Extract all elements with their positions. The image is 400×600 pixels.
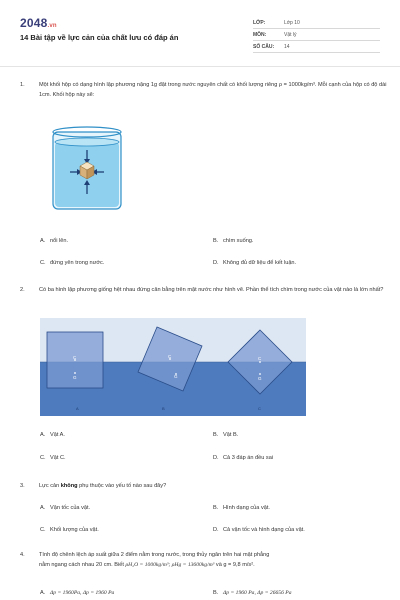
option-letter: C. — [40, 527, 46, 533]
option-letter: D. — [213, 260, 219, 266]
option-letter: C. — [40, 260, 46, 266]
answer-option[interactable] — [40, 432, 65, 438]
meta-label: LỚP: — [253, 19, 266, 26]
meta-value: Vật lý — [284, 31, 297, 38]
option-text: chìm xuống. — [223, 238, 254, 244]
option-letter: D. — [213, 527, 219, 533]
answer-option[interactable] — [213, 238, 253, 244]
question-text: Lực cản không phụ thuộc vào yếu tố nào sau đây? — [39, 483, 167, 489]
option-letter: B. — [213, 238, 219, 244]
center-label: C — [258, 356, 262, 361]
question-number: 4. — [20, 552, 25, 558]
answer-option[interactable] — [213, 590, 292, 596]
header-divider — [0, 66, 400, 67]
gravity-label: G — [73, 375, 77, 380]
density-formula: ρH₂O = 1000kg/m³; ρHg = 13600kg/m³ — [125, 561, 215, 568]
answer-option[interactable] — [213, 527, 305, 533]
option-text: Cả 3 đáp án đều sai — [223, 455, 274, 461]
meta-value: Lớp 10 — [284, 19, 300, 26]
answer-option[interactable] — [40, 238, 68, 244]
option-text: Vật A. — [50, 432, 65, 438]
option-text: Cả vận tốc và hình dạng của vật. — [223, 527, 305, 533]
option-letter: A. — [40, 590, 46, 596]
meta-row-count — [253, 41, 380, 53]
option-text: Khối lượng của vật. — [50, 527, 99, 533]
meta-label: SỐ CÂU: — [253, 43, 275, 50]
meta-row-subject — [253, 29, 380, 41]
answer-option[interactable] — [213, 505, 270, 511]
question-number: 3. — [20, 483, 25, 489]
option-text: Hình dạng của vật. — [223, 505, 270, 511]
answer-option[interactable] — [40, 505, 90, 511]
option-text: Δp = 1960 Pa, Δp = 26656 Pa — [223, 590, 292, 596]
question-text: Một khối hộp có dạng hình lập phương nặng 1g đặt trong nước nguyên chất có khối lượng riêng ρ = 1000kg/m³. Mỗi cạnh của hộp có độ dài 1cm. Khối hộp này sẽ: — [39, 82, 387, 98]
option-text: nổi lên. — [50, 238, 69, 244]
meta-value: 14 — [284, 43, 290, 50]
answer-option[interactable] — [213, 432, 238, 438]
option-letter: A. — [40, 432, 46, 438]
meta-row-class — [253, 17, 380, 29]
option-letter: D. — [213, 455, 219, 461]
gravity-label: G — [258, 376, 262, 381]
option-text: Vật B. — [223, 432, 239, 438]
question-number: 1. — [20, 82, 25, 88]
answer-option[interactable] — [40, 527, 99, 533]
option-text: Δp = 1960Pa, Δp = 1960 Pa — [50, 590, 115, 596]
floating-cubes-figure — [40, 318, 306, 416]
option-letter: C. — [40, 455, 46, 461]
answer-option[interactable] — [213, 455, 273, 461]
emphasis-text: không — [60, 483, 78, 489]
cube-a-label: A — [76, 406, 79, 411]
option-letter: B. — [213, 590, 219, 596]
cube-c-label: C — [258, 406, 261, 411]
meta-label: MÔN: — [253, 31, 267, 38]
question-text: Tính độ chênh lệch áp suất giữa 2 điểm nằm trong nước, trong thủy ngân trên hai mặt phẳng nằm ngang cách nhau 20 cm. Biết ρH₂O = 1000kg/m³; ρHg = 13600kg/m³ và g = 9,8 m/s². — [39, 552, 270, 568]
option-text: Vận tốc của vật. — [50, 505, 91, 511]
option-text: Vật C. — [50, 455, 66, 461]
option-letter: A. — [40, 238, 46, 244]
answer-option[interactable] — [40, 455, 66, 461]
option-text: Không đủ dữ liệu để kết luận. — [223, 260, 297, 266]
beaker-cube-figure — [52, 124, 122, 210]
page-title: 14 Bài tập về lực cản của chất lưu có đáp án — [20, 33, 179, 42]
gravity-label: G — [174, 374, 178, 379]
option-letter: B. — [213, 432, 219, 438]
answer-option[interactable] — [40, 590, 114, 596]
cube-b-label: B — [162, 406, 165, 411]
site-logo[interactable]: 2048.vn — [20, 16, 57, 30]
option-letter: B. — [213, 505, 219, 511]
option-text: đứng yên trong nước. — [50, 260, 105, 266]
answer-option[interactable] — [213, 260, 296, 266]
option-letter: A. — [40, 505, 46, 511]
question-text: Có ba hình lập phương giống hệt nhau đứng cân bằng trên mặt nước như hình vẽ. Phần thể tích chìm trong nước của vật nào là lớn nhất? — [39, 287, 384, 293]
answer-option[interactable] — [40, 260, 104, 266]
center-label: C — [73, 355, 77, 360]
meta-info — [253, 17, 380, 53]
question-number: 2. — [20, 287, 25, 293]
center-label: C — [168, 354, 172, 359]
